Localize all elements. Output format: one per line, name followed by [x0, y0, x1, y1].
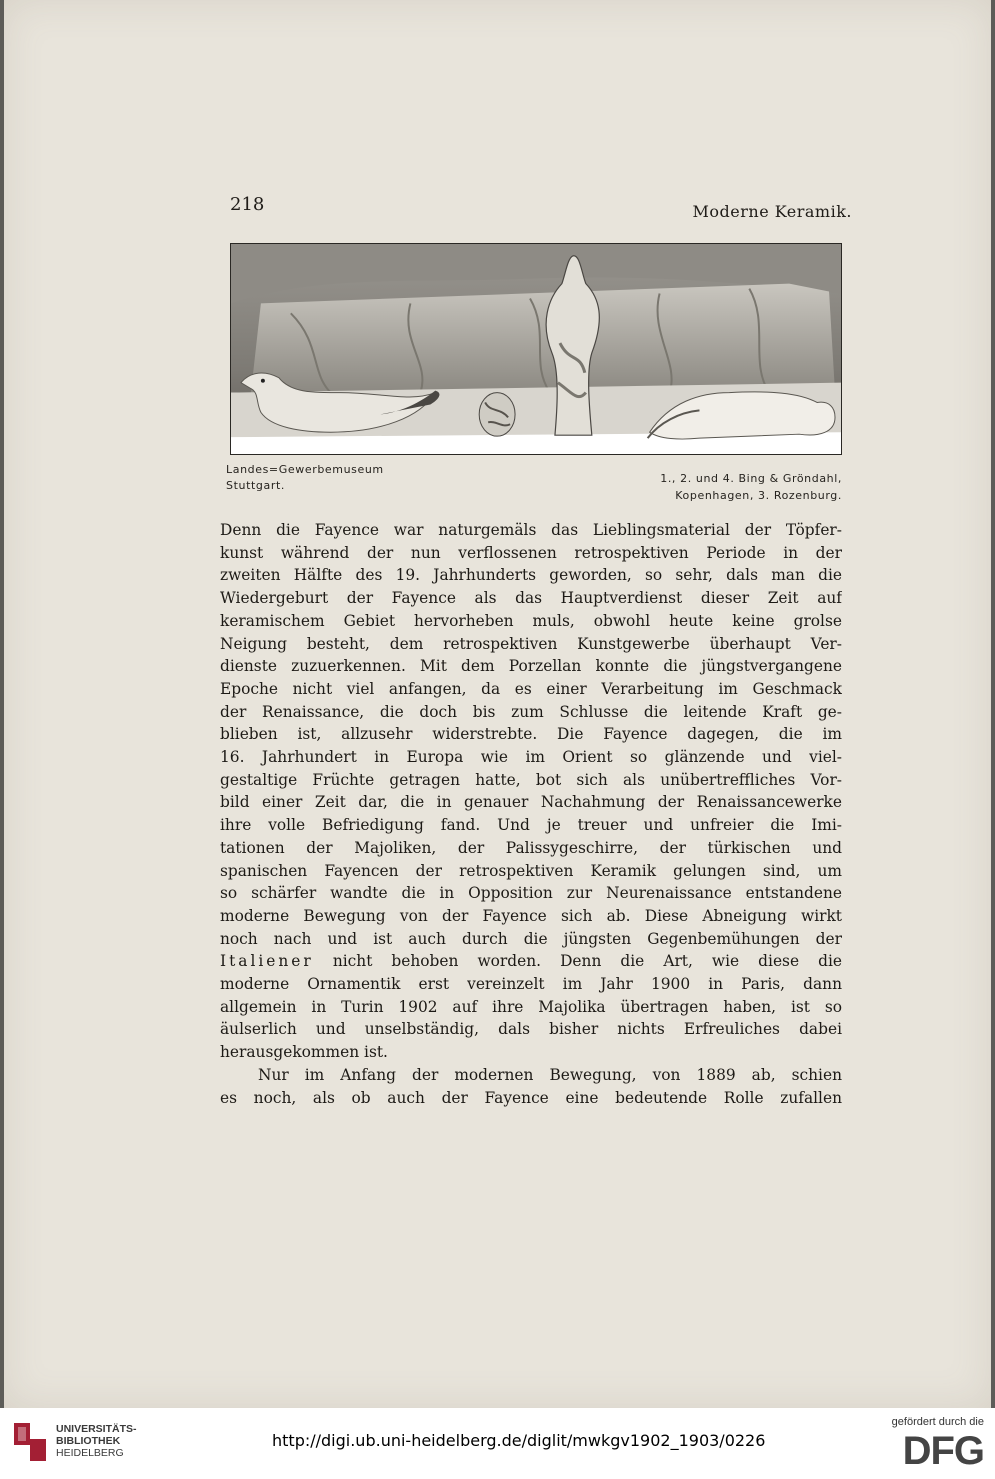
page-number: 218 [230, 194, 265, 215]
text-line: keramischem Gebiet hervorheben muls, obwohl heute keine grolse [220, 611, 842, 630]
text-line: spanischen Fayencen der retrospektiven Keramik gelungen sind, um [220, 861, 842, 880]
text-line: blieben ist, allzusehr widerstrebte. Die Fayence dagegen, die im [220, 725, 842, 744]
viewer-footer [0, 1408, 995, 1479]
text-line: es noch, als ob auch der Fayence eine bedeutende Rolle zufallen [220, 1088, 842, 1107]
text-line: gestaltige Früchte getragen hatte, bot sich als unübertreffliches Vor- [220, 770, 842, 789]
body-text [220, 519, 842, 1109]
running-head: Moderne Keramik. [692, 202, 852, 221]
caption-line: Stuttgart. [226, 479, 285, 492]
text-line: zweiten Hälfte des 19. Jahrhunderts geworden, so sehr, dals man die [220, 566, 842, 585]
figure-caption-right [602, 470, 842, 504]
text-line: Denn die Fayence war naturgemäls das Lieblingsmaterial der Töpfer- [220, 521, 842, 539]
spaced-word: Italiener [220, 952, 314, 971]
text-line: tationen der Majoliken, der Palissygeschirre, der türkischen und [220, 838, 842, 857]
caption-line: Landes=Gewerbemuseum [226, 463, 384, 476]
text-line: bild einer Zeit dar, die in genauer Nachahmung der Renaissancewerke [220, 793, 842, 812]
text-line: noch nach und ist auch durch die jüngsten Gegenbemühungen der [220, 929, 842, 948]
dfg-logo[interactable]: DFG [902, 1429, 984, 1473]
text-line: Neigung besteht, dem retrospektiven Kunstgewerbe überhaupt Ver- [220, 634, 842, 653]
text-line: allgemein in Turin 1902 auf ihre Majolika übertragen haben, ist so [220, 997, 842, 1016]
text-line [220, 950, 842, 973]
text-line: herausgekommen ist. [220, 1043, 388, 1062]
text-line: ihre volle Befriedigung fand. Und je treuer und unfreier die Imi- [220, 816, 842, 835]
text-line: äulserlich und unselbständig, dals bisher nichts Erfreuliches dabei [220, 1020, 842, 1039]
text-line: moderne Ornamentik erst vereinzelt im Jahr 1900 in Paris, dann [220, 975, 842, 994]
text-line: Nur im Anfang der modernen Bewegung, von 1889 ab, schien [258, 1065, 842, 1084]
caption-line: Kopenhagen, 3. Rozenburg. [675, 489, 842, 502]
text-line: so schärfer wandte die in Opposition zur Neurenaissance entstandene [220, 884, 842, 903]
text-line: kunst während der nun verflossenen retrospektiven Periode in der [220, 543, 842, 562]
funder-label: gefördert durch die [891, 1416, 984, 1428]
text-line: 16. Jahrhundert in Europa wie im Orient so glänzende und viel- [220, 748, 842, 767]
library-name-line: UNIVERSITÄTS- [56, 1423, 137, 1435]
text-line: Wiedergeburt der Fayence als das Hauptverdienst dieser Zeit auf [220, 589, 842, 608]
ceramics-photograph [230, 243, 842, 455]
book-page [4, 0, 991, 1408]
text-line: moderne Bewegung von der Fayence sich ab. Diese Abneigung wirkt [220, 906, 842, 925]
paragraph-2 [220, 1064, 842, 1109]
university-library-logo-icon[interactable] [10, 1419, 50, 1465]
caption-line: 1., 2. und 4. Bing & Gröndahl, [660, 472, 842, 485]
library-name-line: BIBLIOTHEK [56, 1435, 121, 1447]
text-line: der Renaissance, die doch bis zum Schlusse die leitende Kraft ge- [220, 702, 842, 721]
library-name [56, 1423, 166, 1459]
text-line: Epoche nicht viel anfangen, da es einer Verarbeitung im Geschmack [220, 679, 842, 698]
paragraph-1 [220, 519, 842, 1064]
text-line: dienste zuzuerkennen. Mit dem Porzellan konnte die jüngstvergangene [220, 657, 842, 676]
figure-caption-left [226, 462, 426, 494]
permalink-url[interactable]: http://digi.ub.uni-heidelberg.de/diglit/mwkgv1902_1903/0226 [272, 1431, 766, 1450]
library-city: HEIDELBERG [56, 1447, 124, 1459]
text-line-rest: nicht behoben worden. Denn die Art, wie diese die [313, 952, 842, 971]
